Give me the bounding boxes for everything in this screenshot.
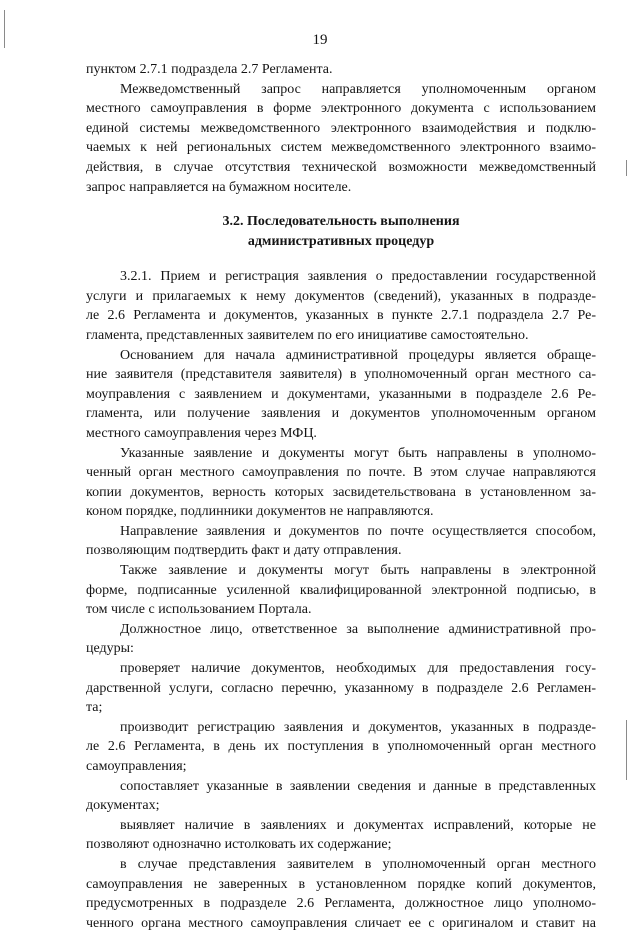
text-line: ле 2.6 Регламента, в день их поступления в уполномоченный орган местного [86, 739, 596, 755]
text-line: выявляет наличие в заявлениях и документах исправлений, которые не [120, 817, 596, 833]
text-line: 3.2.1. Прием и регистрация заявления о предоставлении государственной [120, 269, 596, 285]
text-line: проверяет наличие документов, необходимых для предоставления госу- [120, 661, 596, 677]
text-line: Основанием для начала административной процедуры является обраще- [120, 347, 596, 363]
scan-edge-mark [626, 160, 627, 176]
text-line: коном порядке, подлинники документов не направляются. [86, 504, 434, 520]
text-line: Указанные заявление и документы могут быть направлены в уполномо- [120, 445, 596, 461]
text-line: ле 2.6 Регламента и документов, указанных в пункте 2.7.1 подраздела 2.7 Ре- [86, 308, 596, 324]
text-line: Также заявление и документы могут быть направлены в электронной [120, 563, 596, 579]
text-line: позволяющим подтвердить факт и дату отправления. [86, 543, 402, 559]
text-line: действия, в случае отсутствия технической возможности межведомственный [86, 159, 596, 175]
text-line: форме, подписанные усиленной квалифицированной электронной подписью, в [86, 582, 596, 598]
text-line: самоуправления не заверенных в установленном порядке копий документов, [86, 876, 596, 892]
text-line: цедуры: [86, 641, 134, 657]
text-line: ние заявителя (представителя заявителя) в уполномоченный орган местного са- [86, 367, 596, 383]
text-line: Направление заявления и документов по почте осуществляется способом, [120, 523, 596, 539]
text-line: гламента, представленных заявителем по его инициативе самостоятельно. [86, 327, 529, 343]
text-line: позволяют однозначно истолковать их содержание; [86, 837, 392, 853]
text-line: предусмотренных в подразделе 2.6 Регламента, должностное лицо уполномо- [86, 896, 596, 912]
text-line: производит регистрацию заявления и документов, указанных в подразде- [120, 719, 596, 735]
text-line: документах; [86, 798, 160, 814]
text-line: чаемых к ней региональных систем межведомственного электронного взаимо- [86, 140, 596, 156]
text-line: ченный орган местного самоуправления по почте. В этом случае направляются [86, 465, 596, 481]
text-line: единой системы межведомственного электронного взаимодействия и подклю- [86, 120, 596, 136]
text-line: копии документов, верность которых засвидетельствована в установленном за- [86, 484, 596, 500]
text-line: пунктом 2.7.1 подраздела 2.7 Регламента. [86, 62, 333, 77]
text-line: самоуправления; [86, 759, 187, 774]
text-line: сопоставляет указанные в заявлении сведения и данные в представленных [120, 778, 596, 794]
page-number: 19 [312, 32, 328, 48]
text-line: дарственной услуги, согласно перечню, указанному в подразделе 2.6 Регламен- [86, 680, 596, 696]
text-line: услуги и прилагаемых к нему документов (сведений), указанных в подразде- [86, 288, 596, 304]
document-body [86, 60, 596, 933]
text-line: Должностное лицо, ответственное за выполнение административной про- [120, 621, 596, 637]
section-heading-line-1: 3.2. Последовательность выполнения [222, 214, 460, 230]
text-line: в случае представления заявителем в уполномоченный орган местного [120, 856, 596, 872]
text-line: местного самоуправления через МФЦ. [86, 425, 317, 441]
text-line: ченного органа местного самоуправления сличает ее с оригиналом и ставит на [86, 915, 596, 931]
text-line: местного самоуправления в форме электронного документа с использованием [86, 101, 596, 117]
text-line: та; [86, 700, 103, 716]
text-line: том числе с использованием Портала. [86, 602, 312, 618]
text-line: запрос направляется на бумажном носителе. [86, 179, 352, 195]
text-line: Межведомственный запрос направляется уполномоченным органом [120, 81, 596, 97]
text-line: моуправления с заявлением и документами, указанными в подразделе 2.6 Ре- [86, 386, 596, 402]
section-heading-line-2: административных процедур [247, 234, 435, 250]
scan-edge-mark [4, 10, 5, 48]
scan-edge-mark [626, 720, 627, 780]
text-line: гламента, или получение заявления и документов уполномоченным органом [86, 406, 596, 422]
